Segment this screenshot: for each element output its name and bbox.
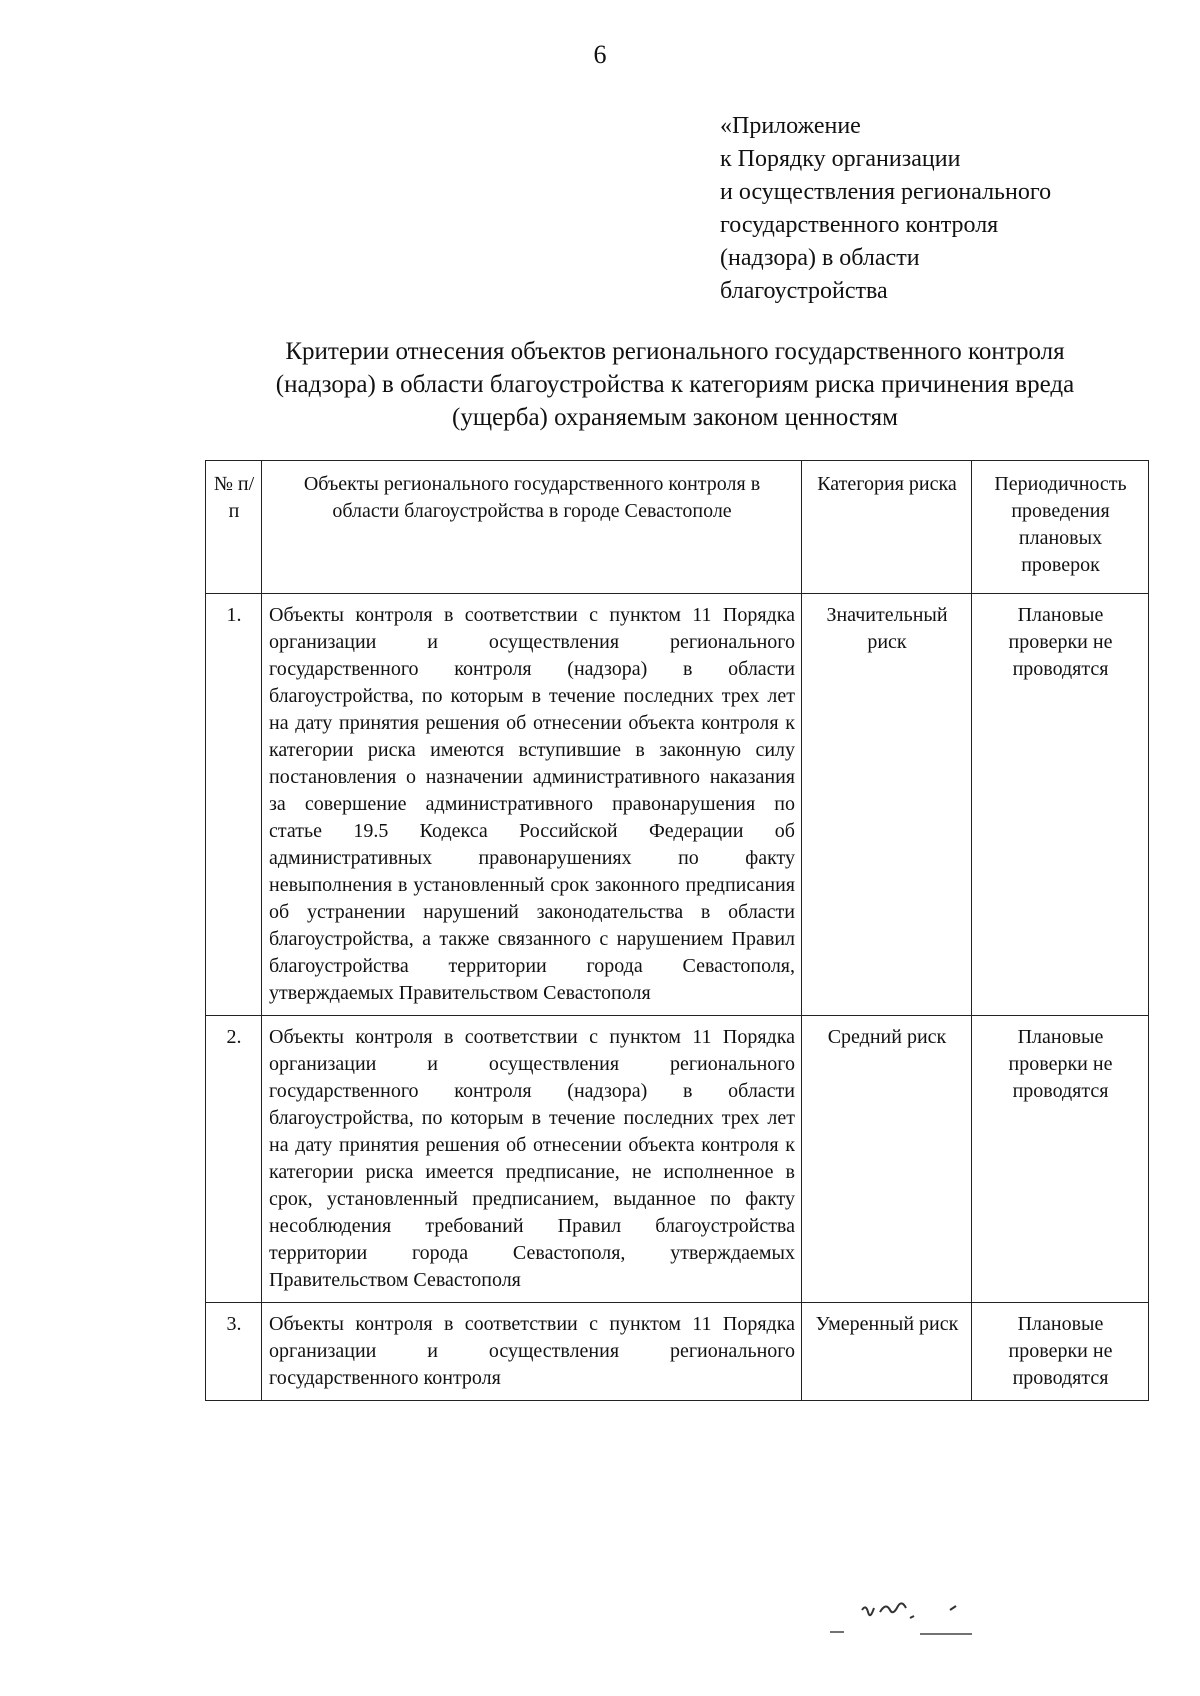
row-periodicity: Плановые проверки не проводятся xyxy=(972,1303,1149,1401)
row-number: 1. xyxy=(206,594,262,1016)
table-row xyxy=(206,1303,1149,1401)
appendix-line: благоустройства xyxy=(720,278,888,304)
title-line: (ущерба) охраняемым законом ценностям xyxy=(452,404,898,431)
appendix-line: (надзора) в области xyxy=(720,245,920,271)
handwritten-signature xyxy=(820,1588,1040,1653)
document-title xyxy=(200,335,1150,434)
row-number: 2. xyxy=(206,1016,262,1303)
table-header-row xyxy=(206,461,1149,594)
row-description: Объекты контроля в соответствии с пунктом 11 Порядка организации и осуществления регионального государственного контроля (надзора) в области благоустройства, по которым в течение последних трех лет на дату принятия решения об отнесении объекта контроля к категории риска имеется предписание, не исполненное в срок, установленный предписанием, выданное по факту несоблюдения требований Правил благоустройства территории города Севастополя, утверждаемых Правительством Севастополя xyxy=(262,1016,802,1303)
row-periodicity: Плановые проверки не проводятся xyxy=(972,1016,1149,1303)
page-number: 6 xyxy=(593,40,607,69)
appendix-line: государственного контроля xyxy=(720,212,999,238)
title-line: (надзора) в области благоустройства к категориям риска причинения вреда xyxy=(275,371,1075,398)
table-row xyxy=(206,1016,1149,1303)
appendix-line: к Порядку организации xyxy=(720,146,961,172)
signature-icon xyxy=(820,1588,1040,1648)
row-risk-category: Значительный риск xyxy=(802,594,972,1016)
row-risk-category: Средний риск xyxy=(802,1016,972,1303)
row-description: Объекты контроля в соответствии с пунктом 11 Порядка организации и осуществления регионального государственного контроля (надзора) в области благоустройства, по которым в течение последних трех лет на дату принятия решения об отнесении объекта контроля к категории риска имеются вступившие в законную силу постановления о назначении административного наказания за совершение административного правонарушения по статье 19.5 Кодекса Российской Федерации об административных правонарушениях по факту невыполнения в установленный срок законного предписания об устранении нарушений законодательства в области благоустройства, а также связанного с нарушением Правил благоустройства территории города Севастополя, утверждаемых Правительством Севастополя xyxy=(262,594,802,1016)
row-number: 3. xyxy=(206,1303,262,1401)
header-number: № п/п xyxy=(206,461,262,594)
header-risk-category: Категория риска xyxy=(802,461,972,594)
appendix-line: «Приложение xyxy=(720,113,861,139)
title-line: Критерии отнесения объектов регионального государственного контроля xyxy=(285,338,1065,365)
header-objects: Объекты регионального государственного контроля в области благоустройства в городе Севастополе xyxy=(262,461,802,594)
row-periodicity: Плановые проверки не проводятся xyxy=(972,594,1149,1016)
appendix-line: и осуществления регионального xyxy=(720,179,1052,205)
row-description: Объекты контроля в соответствии с пунктом 11 Порядка организации и осуществления регионального государственного контроля xyxy=(262,1303,802,1401)
header-inspection-periodicity: Периодичность проведения плановых проверок xyxy=(972,461,1149,594)
row-risk-category: Умеренный риск xyxy=(802,1303,972,1401)
risk-criteria-table xyxy=(205,460,1149,1401)
appendix-header xyxy=(720,110,1051,308)
table-row xyxy=(206,594,1149,1016)
